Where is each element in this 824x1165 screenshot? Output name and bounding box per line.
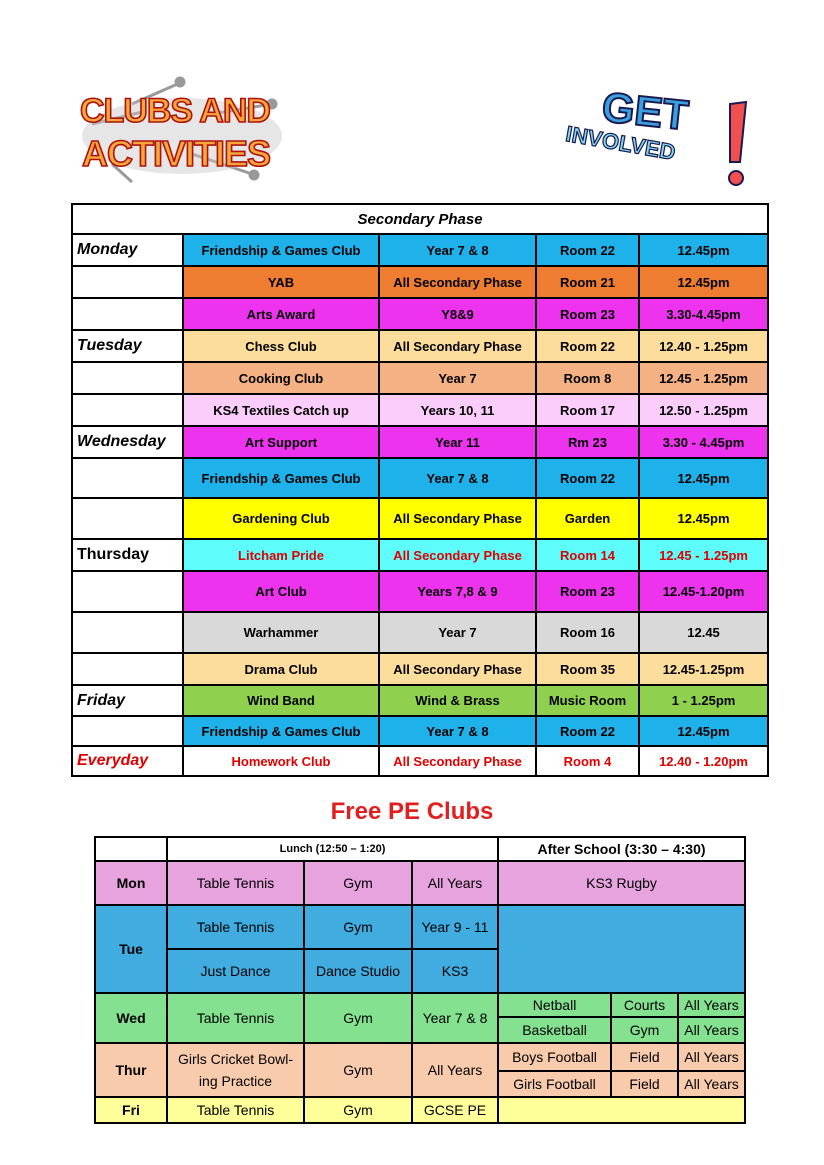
day-label [72, 394, 183, 426]
pe-tue-who-2: KS3 [412, 949, 498, 993]
cell-club: KS4 Textiles Catch up [183, 394, 379, 426]
secondary-row [72, 653, 768, 685]
cell-room: Room 16 [536, 612, 639, 653]
secondary-row [72, 498, 768, 539]
cell-room: Room 22 [536, 234, 639, 266]
cell-club: Homework Club [183, 746, 379, 776]
cell-group: Year 7 [379, 362, 536, 394]
cell-room: Rm 23 [536, 426, 639, 458]
cell-club: Drama Club [183, 653, 379, 685]
day-label: Everyday [72, 746, 183, 776]
pe-thu-after-venue-1: Field [611, 1043, 678, 1071]
cell-room: Room 22 [536, 330, 639, 362]
pe-thu-venue: Gym [304, 1043, 412, 1097]
cell-group: All Secondary Phase [379, 330, 536, 362]
pe-day-fri: Fri [95, 1097, 167, 1123]
cell-group: Years 7,8 & 9 [379, 571, 536, 612]
pe-mon-after: KS3 Rugby [498, 861, 745, 905]
cell-group: All Secondary Phase [379, 653, 536, 685]
pe-wed-venue: Gym [304, 993, 412, 1043]
cell-group: All Secondary Phase [379, 539, 536, 571]
pe-tue-who-1: Year 9 - 11 [412, 905, 498, 949]
day-label: Monday [72, 234, 183, 266]
cell-room: Room 23 [536, 571, 639, 612]
cell-club: Art Support [183, 426, 379, 458]
secondary-row [72, 266, 768, 298]
pe-thu-after-activity-1: Boys Football [498, 1043, 611, 1071]
day-label: Friday [72, 685, 183, 716]
pe-after-header: After School (3:30 – 4:30) [498, 837, 745, 861]
pe-day-thu: Thur [95, 1043, 167, 1097]
day-label [72, 571, 183, 612]
pe-fri-after [498, 1097, 745, 1123]
pe-tue-activity-2: Just Dance [167, 949, 304, 993]
secondary-row [72, 685, 768, 716]
cell-time: 12.45pm [639, 266, 768, 298]
cell-time: 12.50 - 1.25pm [639, 394, 768, 426]
cell-group: Year 11 [379, 426, 536, 458]
pe-wed-activity: Table Tennis [167, 993, 304, 1043]
cell-room: Room 4 [536, 746, 639, 776]
pe-thu-activity: Girls Cricket Bowl-ing Practice [167, 1043, 304, 1097]
pe-wed-after-activity-1: Netball [498, 993, 611, 1017]
secondary-row [72, 571, 768, 612]
cell-club: Warhammer [183, 612, 379, 653]
pe-day-mon: Mon [95, 861, 167, 905]
cell-room: Room 22 [536, 458, 639, 498]
pe-lunch-header: Lunch (12:50 – 1:20) [167, 837, 498, 861]
pe-wed-after-venue-1: Courts [611, 993, 678, 1017]
cell-time: 12.45pm [639, 716, 768, 746]
pe-tue-venue-1: Gym [304, 905, 412, 949]
svg-text:CLUBS AND: CLUBS AND [80, 92, 270, 130]
cell-club: Wind Band [183, 685, 379, 716]
cell-group: Year 7 [379, 612, 536, 653]
day-label [72, 498, 183, 539]
secondary-phase-title: Secondary Phase [72, 204, 768, 234]
cell-room: Room 23 [536, 298, 639, 330]
secondary-row [72, 234, 768, 266]
pe-corner [95, 837, 167, 861]
cell-room: Music Room [536, 685, 639, 716]
cell-time: 12.45-1.25pm [639, 653, 768, 685]
secondary-row [72, 746, 768, 776]
pe-thu-after-who-1: All Years [678, 1043, 745, 1071]
pe-mon-who: All Years [412, 861, 498, 905]
cell-club: Litcham Pride [183, 539, 379, 571]
cell-club: Gardening Club [183, 498, 379, 539]
cell-time: 3.30-4.45pm [639, 298, 768, 330]
pe-wed-who: Year 7 & 8 [412, 993, 498, 1043]
secondary-row [72, 298, 768, 330]
cell-club: Art Club [183, 571, 379, 612]
cell-group: All Secondary Phase [379, 498, 536, 539]
cell-club: Cooking Club [183, 362, 379, 394]
cell-room: Room 14 [536, 539, 639, 571]
pe-fri-venue: Gym [304, 1097, 412, 1123]
secondary-row [72, 539, 768, 571]
svg-text:GET: GET [599, 83, 691, 139]
pe-day-tue: Tue [95, 905, 167, 993]
cell-club: Chess Club [183, 330, 379, 362]
secondary-row [72, 330, 768, 362]
cell-group: Year 7 & 8 [379, 234, 536, 266]
cell-room: Room 8 [536, 362, 639, 394]
cell-time: 12.45pm [639, 498, 768, 539]
pe-wed-after-who-2: All Years [678, 1017, 745, 1043]
pe-thu-after-venue-2: Field [611, 1071, 678, 1097]
clubs-and-activities-logo [72, 74, 292, 186]
day-label: Wednesday [72, 426, 183, 458]
pe-mon-activity: Table Tennis [167, 861, 304, 905]
secondary-phase-table [71, 203, 769, 777]
pe-tue-activity-1: Table Tennis [167, 905, 304, 949]
cell-club: YAB [183, 266, 379, 298]
day-label [72, 298, 183, 330]
cell-time: 12.45pm [639, 458, 768, 498]
cell-group: Years 10, 11 [379, 394, 536, 426]
secondary-row [72, 458, 768, 498]
pe-wed-after-venue-2: Gym [611, 1017, 678, 1043]
cell-time: 3.30 - 4.45pm [639, 426, 768, 458]
get-involved-logo [560, 82, 760, 194]
cell-time: 12.40 - 1.20pm [639, 746, 768, 776]
day-label: Thursday [72, 539, 183, 571]
cell-room: Room 22 [536, 716, 639, 746]
pe-fri-who: GCSE PE [412, 1097, 498, 1123]
day-label [72, 653, 183, 685]
day-label [72, 266, 183, 298]
cell-club: Friendship & Games Club [183, 458, 379, 498]
svg-text:INVOLVED: INVOLVED [563, 121, 678, 165]
day-label [72, 716, 183, 746]
cell-time: 12.40 - 1.25pm [639, 330, 768, 362]
pe-tue-venue-2: Dance Studio [304, 949, 412, 993]
cell-group: Year 7 & 8 [379, 716, 536, 746]
pe-mon-venue: Gym [304, 861, 412, 905]
day-label [72, 458, 183, 498]
pe-wed-after-who-1: All Years [678, 993, 745, 1017]
cell-club: Arts Award [183, 298, 379, 330]
pe-thu-who: All Years [412, 1043, 498, 1097]
cell-group: All Secondary Phase [379, 746, 536, 776]
cell-time: 1 - 1.25pm [639, 685, 768, 716]
pe-thu-after-activity-2: Girls Football [498, 1071, 611, 1097]
cell-room: Room 21 [536, 266, 639, 298]
cell-group: Y8&9 [379, 298, 536, 330]
free-pe-clubs-title: Free PE Clubs [330, 798, 494, 825]
cell-time: 12.45 - 1.25pm [639, 362, 768, 394]
cell-group: Wind & Brass [379, 685, 536, 716]
day-label [72, 612, 183, 653]
secondary-row [72, 426, 768, 458]
cell-group: Year 7 & 8 [379, 458, 536, 498]
secondary-row [72, 362, 768, 394]
day-label: Tuesday [72, 330, 183, 362]
cell-room: Garden [536, 498, 639, 539]
pe-wed-after-activity-2: Basketball [498, 1017, 611, 1043]
cell-time: 12.45 - 1.25pm [639, 539, 768, 571]
cell-room: Room 35 [536, 653, 639, 685]
secondary-row [72, 716, 768, 746]
cell-time: 12.45pm [639, 234, 768, 266]
cell-time: 12.45 [639, 612, 768, 653]
svg-text:ACTIVITIES: ACTIVITIES [82, 133, 271, 174]
cell-club: Friendship & Games Club [183, 716, 379, 746]
pe-thu-after-who-2: All Years [678, 1071, 745, 1097]
cell-time: 12.45-1.20pm [639, 571, 768, 612]
pe-fri-activity: Table Tennis [167, 1097, 304, 1123]
cell-club: Friendship & Games Club [183, 234, 379, 266]
cell-group: All Secondary Phase [379, 266, 536, 298]
day-label [72, 362, 183, 394]
pe-tue-after [498, 905, 745, 993]
cell-room: Room 17 [536, 394, 639, 426]
pe-clubs-table [94, 836, 746, 1124]
pe-day-wed: Wed [95, 993, 167, 1043]
secondary-row [72, 612, 768, 653]
secondary-row [72, 394, 768, 426]
